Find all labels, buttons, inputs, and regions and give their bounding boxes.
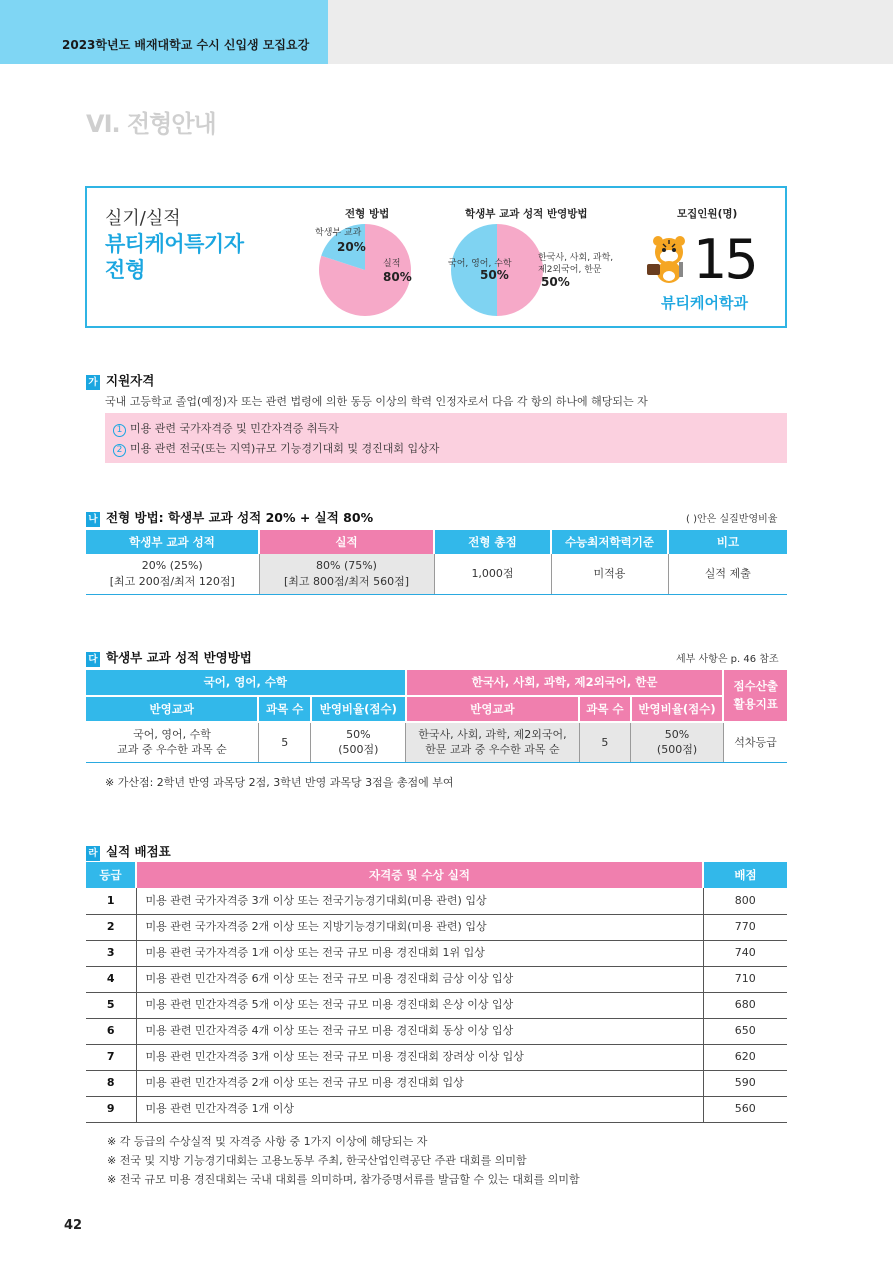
method-cell-performance: 80% (75%) [최고 800점/최저 560점]	[259, 554, 434, 594]
method-col-csat: 수능최저학력기준	[551, 530, 668, 554]
scores-heading-text: 실적 배점표	[106, 844, 171, 859]
method-tag: 나	[86, 512, 100, 527]
qual-heading	[86, 371, 154, 390]
grading-indicator-header: 점수산출 활용지표	[723, 670, 787, 722]
score-desc: 미용 관련 민간자격증 1개 이상	[136, 1096, 703, 1122]
grading-heading	[86, 648, 252, 667]
score-grade: 9	[86, 1096, 136, 1122]
table-row	[86, 940, 787, 966]
score-value: 650	[703, 1018, 787, 1044]
score-grade: 6	[86, 1018, 136, 1044]
score-value: 590	[703, 1070, 787, 1096]
header-gray-bar	[328, 0, 893, 64]
grading-group2-header: 한국사, 사회, 과학, 제2외국어, 한문	[406, 670, 724, 696]
score-value: 680	[703, 992, 787, 1018]
score-value: 710	[703, 966, 787, 992]
grades-right-pct: 50%	[541, 275, 570, 289]
score-desc: 미용 관련 민간자격증 4개 이상 또는 전국 규모 미용 경진대회 동상 이상 입상	[136, 1018, 703, 1044]
grading-sub-count-2: 과목 수	[579, 696, 630, 722]
score-value: 740	[703, 940, 787, 966]
grading-sub-subject-2: 반영교과	[406, 696, 579, 722]
table-row	[86, 888, 787, 914]
grading-group1-header: 국어, 영어, 수학	[86, 670, 406, 696]
table-row	[86, 914, 787, 940]
score-desc: 미용 관련 민간자격증 2개 이상 또는 전국 규모 미용 경진대회 입상	[136, 1070, 703, 1096]
summary-box	[85, 186, 787, 328]
score-desc: 미용 관련 국가자격증 3개 이상 또는 전국기능경기대회(미용 관련) 입상	[136, 888, 703, 914]
score-grade: 3	[86, 940, 136, 966]
grades-right-label-2: 제2외국어, 한문	[538, 265, 602, 275]
grading-cell-indicator: 석차등급	[723, 722, 787, 762]
table-row	[86, 1044, 787, 1070]
grading-heading-text: 학생부 교과 성적 반영방법	[106, 650, 252, 665]
scores-footnote: ※ 각 등급의 수상실적 및 자격증 사항 중 1가지 이상에 해당되는 자	[107, 1135, 428, 1148]
method-slice2-pct: 80%	[383, 270, 412, 284]
qual-item: 2 미용 관련 전국(또는 지역)규모 기능경기대회 및 경진대회 입상자	[113, 440, 439, 457]
grading-sub-ratio: 반영비율(점수)	[311, 696, 406, 722]
table-row	[86, 1018, 787, 1044]
grading-cell-subject: 국어, 영어, 수학 교과 중 우수한 과목 순	[86, 722, 258, 762]
method-col-note: 비고	[668, 530, 787, 554]
qual-description: 국내 고등학교 졸업(예정)자 또는 관련 법령에 의한 동등 이상의 학력 인정자로서 다음 각 항의 하나에 해당되는 자	[105, 395, 648, 408]
table-row	[86, 966, 787, 992]
method-cell-note: 실적 제출	[668, 554, 787, 594]
method-heading	[86, 508, 373, 527]
grading-sub-count: 과목 수	[258, 696, 310, 722]
grades-left-pct: 50%	[480, 268, 509, 282]
score-grade: 1	[86, 888, 136, 914]
quota-heading: 모집인원(명)	[677, 208, 738, 220]
qual-heading-text: 지원자격	[106, 373, 155, 388]
method-pie-heading: 전형 방법	[345, 208, 390, 220]
quota-department: 뷰티케어학과	[661, 294, 748, 312]
qual-item: 1 미용 관련 국가자격증 및 민간자격증 취득자	[113, 420, 339, 437]
header-title: 2023학년도 배재대학교 수시 신입생 모집요강	[62, 38, 310, 52]
grading-tag: 다	[86, 652, 100, 667]
score-grade: 2	[86, 914, 136, 940]
grading-cell-ratio: 50% (500점)	[311, 722, 406, 762]
score-grade: 4	[86, 966, 136, 992]
score-desc: 미용 관련 민간자격증 3개 이상 또는 전국 규모 미용 경진대회 장려상 이상 입상	[136, 1044, 703, 1070]
grading-note: 세부 사항은 p. 46 참조	[676, 654, 779, 665]
score-value: 620	[703, 1044, 787, 1070]
qual-tag: 가	[86, 375, 100, 390]
score-value: 800	[703, 888, 787, 914]
grading-cell-count: 5	[258, 722, 310, 762]
page-number: 42	[64, 1218, 83, 1233]
scores-col-desc: 자격증 및 수상 실적	[136, 862, 703, 888]
qual-list-box	[105, 413, 787, 463]
grading-sub-subject: 반영교과	[86, 696, 258, 722]
grades-right-label-1: 한국사, 사회, 과학,	[538, 253, 614, 263]
method-cell-grades: 20% (25%) [최고 200점/최저 120점]	[86, 554, 259, 594]
method-table	[86, 530, 787, 595]
method-note: ( )안은 실질반영비율	[686, 514, 778, 525]
grading-table	[86, 670, 787, 763]
quota-number: 15	[693, 228, 756, 291]
method-slice1-pct: 20%	[337, 240, 366, 254]
scores-tag: 라	[86, 846, 100, 861]
method-col-performance: 실적	[259, 530, 434, 554]
grading-sub-ratio-2: 반영비율(점수)	[631, 696, 724, 722]
summary-title: 뷰티케어특기자	[105, 232, 244, 256]
method-heading-text: 전형 방법: 학생부 교과 성적 20% + 실적 80%	[106, 510, 374, 525]
method-col-grades: 학생부 교과 성적	[86, 530, 259, 554]
score-desc: 미용 관련 민간자격증 5개 이상 또는 전국 규모 미용 경진대회 은상 이상 입상	[136, 992, 703, 1018]
grading-cell-count-2: 5	[579, 722, 630, 762]
scores-heading	[86, 842, 171, 861]
method-cell-total: 1,000점	[434, 554, 551, 594]
scores-col-score: 배점	[703, 862, 787, 888]
scores-table	[86, 862, 787, 1123]
table-row	[86, 992, 787, 1018]
table-row	[86, 1070, 787, 1096]
score-value: 560	[703, 1096, 787, 1122]
section-title: VI. 전형안내	[86, 110, 216, 138]
header-accent-bar	[0, 0, 328, 64]
score-desc: 미용 관련 국가자격증 2개 이상 또는 지방기능경기대회(미용 관련) 입상	[136, 914, 703, 940]
score-grade: 5	[86, 992, 136, 1018]
scores-footnote: ※ 전국 및 지방 기능경기대회는 고용노동부 주최, 한국산업인력공단 주관 대회를 의미함	[107, 1154, 527, 1167]
method-col-total: 전형 총점	[434, 530, 551, 554]
scores-col-grade: 등급	[86, 862, 136, 888]
grading-cell-ratio-2: 50% (500점)	[631, 722, 724, 762]
grades-pie-heading: 학생부 교과 성적 반영방법	[465, 208, 588, 220]
grades-left-label: 국어, 영어, 수학	[448, 259, 512, 269]
score-desc: 미용 관련 국가자격증 1개 이상 또는 전국 규모 미용 경진대회 1위 입상	[136, 940, 703, 966]
score-grade: 8	[86, 1070, 136, 1096]
score-value: 770	[703, 914, 787, 940]
score-desc: 미용 관련 민간자격증 6개 이상 또는 전국 규모 미용 경진대회 금상 이상 입상	[136, 966, 703, 992]
grading-footnote: ※ 가산점: 2학년 반영 과목당 2점, 3학년 반영 과목당 3점을 총점에 부여	[105, 776, 454, 789]
tiger-mascot-icon	[643, 234, 695, 286]
scores-footnote: ※ 전국 규모 미용 경진대회는 국내 대회를 의미하며, 참가증명서류를 발급할 수 있는 대회를 의미함	[107, 1173, 580, 1186]
summary-title-line2: 전형	[105, 258, 146, 282]
score-grade: 7	[86, 1044, 136, 1070]
table-row	[86, 1096, 787, 1122]
grading-cell-subject-2: 한국사, 사회, 과학, 제2외국어, 한문 교과 중 우수한 과목 순	[406, 722, 579, 762]
method-slice1-label: 학생부 교과	[315, 228, 362, 238]
summary-subtitle: 실기/실적	[105, 208, 181, 229]
method-slice2-label: 실적	[383, 259, 401, 269]
method-cell-csat: 미적용	[551, 554, 668, 594]
